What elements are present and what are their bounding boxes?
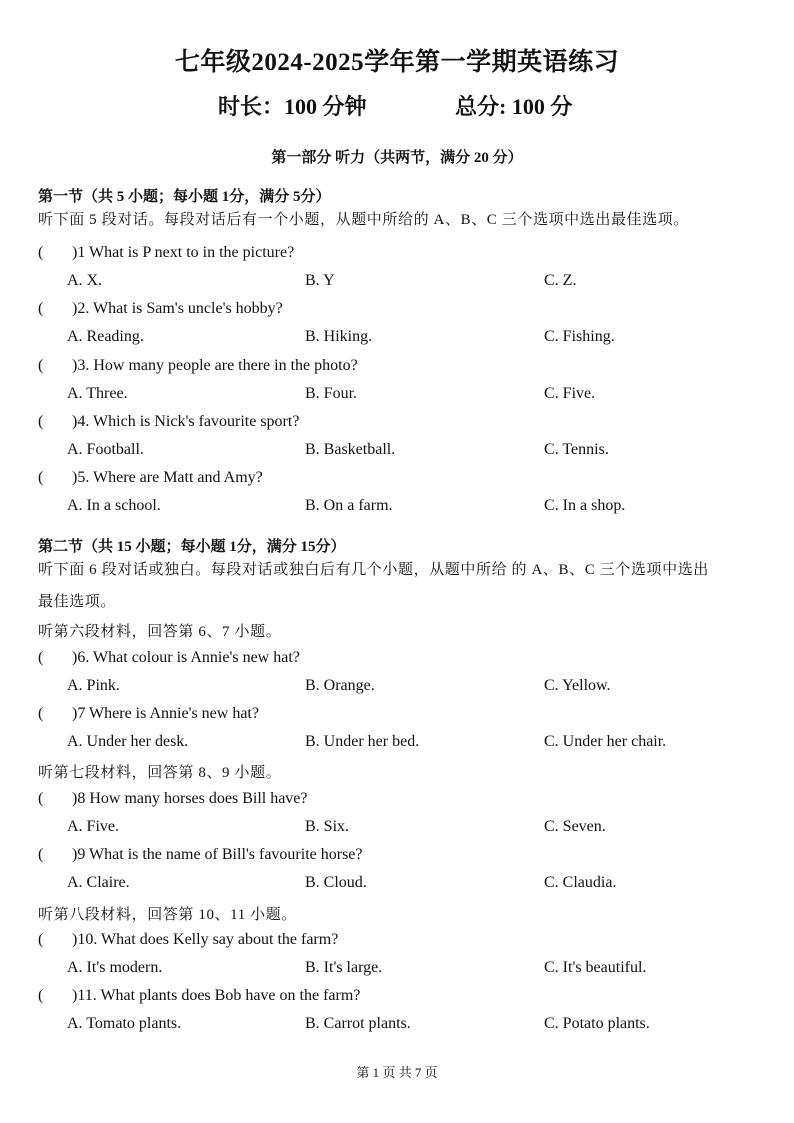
option-c: C. Under her chair.	[544, 733, 667, 750]
option-a: A. Five.	[67, 818, 119, 835]
answer-blank[interactable]: (	[38, 357, 44, 374]
option-b: B. Orange.	[305, 677, 375, 694]
option-c: C. Fishing.	[544, 328, 615, 345]
duration: 时长：100 分钟	[218, 94, 367, 119]
option-a: A. In a school.	[67, 497, 161, 514]
option-b: B. Y	[305, 272, 335, 289]
option-b: B. Hiking.	[305, 328, 373, 345]
page-number: 第 1 页 共 7 页	[356, 1065, 438, 1080]
answer-blank[interactable]: (	[38, 649, 44, 666]
option-a: A. Three.	[67, 385, 128, 402]
material-note: 听第六段材料，回答第 6、7 小题。	[38, 624, 282, 640]
option-c: C. Potato plants.	[544, 1015, 650, 1032]
question-stem	[38, 469, 263, 487]
answer-blank[interactable]: (	[38, 300, 44, 317]
exam-title: 七年级2024-2025学年第一学期英语练习	[174, 49, 620, 76]
option-b: B. Cloud.	[305, 874, 367, 891]
question-text: )5. Where are Matt and Amy?	[72, 469, 263, 486]
option-a: A. Under her desk.	[67, 733, 189, 750]
question-text: )10. What does Kelly say about the farm?	[72, 931, 339, 948]
section1-heading: 第一节（共 5 小题；每小题 1分，满分 5分）	[38, 189, 331, 205]
section2-heading: 第二节（共 15 小题；每小题 1分，满分 15分）	[38, 539, 346, 555]
answer-blank[interactable]: (	[38, 413, 44, 430]
question-text: )11. What plants does Bob have on the farm?	[72, 987, 361, 1004]
question-stem	[38, 987, 360, 1005]
option-c: C. Tennis.	[544, 441, 609, 458]
question-text: )7 Where is Annie's new hat?	[72, 705, 259, 722]
option-a: A. Claire.	[67, 874, 130, 891]
option-b: B. Carrot plants.	[305, 1015, 411, 1032]
option-c: C. Yellow.	[544, 677, 611, 694]
option-a: A. X.	[67, 272, 103, 289]
option-b: B. Under her bed.	[305, 733, 420, 750]
question-stem	[38, 300, 283, 318]
option-c: C. Five.	[544, 385, 596, 402]
question-text: )3. How many people are there in the photo?	[72, 357, 358, 374]
answer-blank[interactable]: (	[38, 244, 44, 261]
section2-instruction: 听下面 6 段对话或独白。每段对话或独白后有几个小题，从题中所给 的 A、B、C 三个选项中选出	[38, 562, 709, 578]
option-a: A. Pink.	[67, 677, 120, 694]
question-text: )2. What is Sam's uncle's hobby?	[72, 300, 283, 317]
answer-blank[interactable]: (	[38, 790, 44, 807]
option-c: C. Claudia.	[544, 874, 617, 891]
material-note: 听第八段材料，回答第 10、11 小题。	[38, 907, 297, 923]
option-a: A. Tomato plants.	[67, 1015, 182, 1032]
option-c: C. Seven.	[544, 818, 606, 835]
question-stem	[38, 931, 338, 949]
answer-blank[interactable]: (	[38, 931, 44, 948]
option-b: B. Six.	[305, 818, 350, 835]
question-stem	[38, 244, 294, 262]
question-text: )8 How many horses does Bill have?	[72, 790, 308, 807]
question-text: )4. Which is Nick's favourite sport?	[72, 413, 300, 430]
question-stem	[38, 413, 299, 431]
option-b: B. Basketball.	[305, 441, 396, 458]
question-stem	[38, 846, 363, 864]
option-a: A. Football.	[67, 441, 144, 458]
option-b: B. Four.	[305, 385, 358, 402]
option-a: A. Reading.	[67, 328, 144, 345]
section2-instruction-cont: 最佳选项。	[38, 594, 117, 610]
material-note: 听第七段材料，回答第 8、9 小题。	[38, 765, 282, 781]
answer-blank[interactable]: (	[38, 987, 44, 1004]
question-stem	[38, 790, 308, 808]
question-stem	[38, 357, 358, 375]
question-text: )9 What is the name of Bill's favourite horse?	[72, 846, 363, 863]
section1-instruction: 听下面 5 段对话。每段对话后有一个小题，从题中所给的 A、B、C 三个选项中选出最佳选项。	[38, 212, 689, 228]
option-c: C. In a shop.	[544, 497, 626, 514]
total-score: 总分: 100 分	[455, 94, 573, 119]
question-text: )6. What colour is Annie's new hat?	[72, 649, 300, 666]
option-b: B. On a farm.	[305, 497, 393, 514]
option-c: C. It's beautiful.	[544, 959, 647, 976]
option-b: B. It's large.	[305, 959, 383, 976]
question-stem	[38, 705, 259, 723]
answer-blank[interactable]: (	[38, 705, 44, 722]
question-stem	[38, 649, 300, 667]
answer-blank[interactable]: (	[38, 846, 44, 863]
part-heading: 第一部分 听力（共两节，满分 20 分）	[271, 150, 523, 166]
question-text: )1 What is P next to in the picture?	[72, 244, 295, 261]
option-a: A. It's modern.	[67, 959, 163, 976]
option-c: C. Z.	[544, 272, 577, 289]
answer-blank[interactable]: (	[38, 469, 44, 486]
